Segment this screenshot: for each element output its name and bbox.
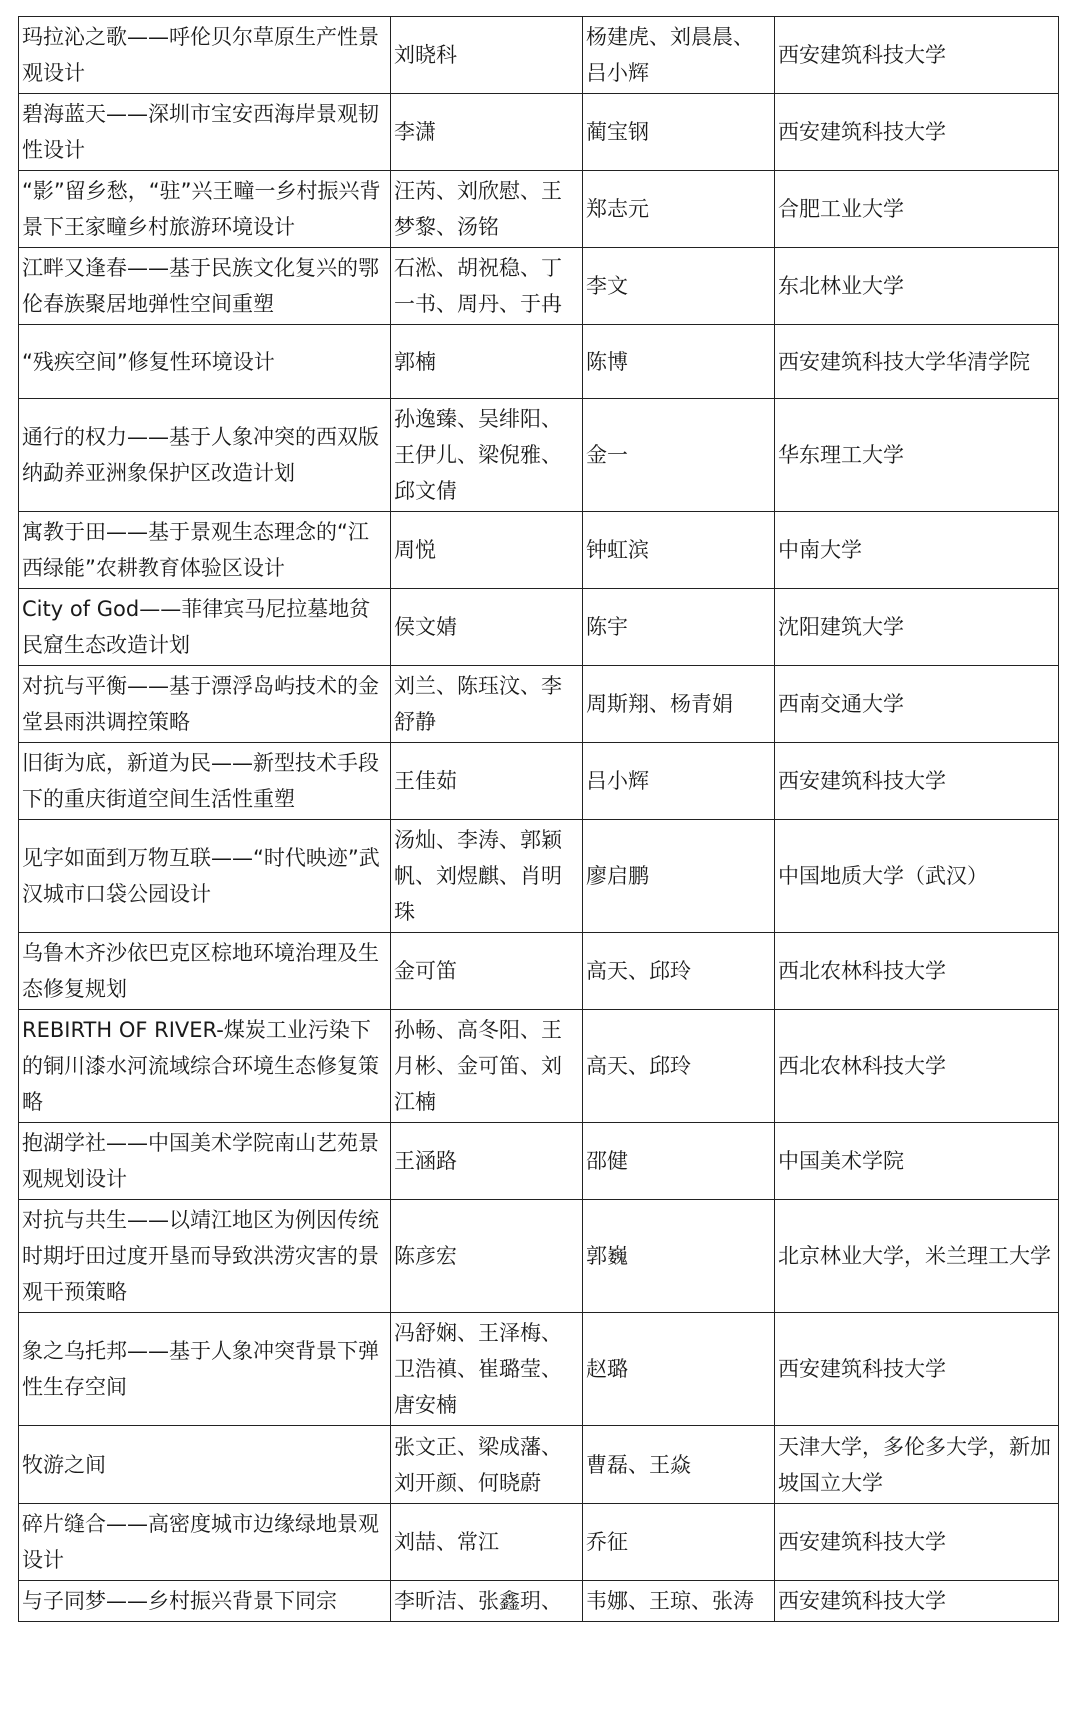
students-cell: 王涵路 bbox=[391, 1123, 583, 1200]
school-cell: 中国地质大学（武汉） bbox=[775, 820, 1059, 933]
advisors-cell: 赵璐 bbox=[583, 1313, 775, 1426]
school-cell: 东北林业大学 bbox=[775, 248, 1059, 325]
advisors-cell: 陈宇 bbox=[583, 589, 775, 666]
table-row bbox=[19, 820, 1059, 933]
students-cell: 刘喆、常江 bbox=[391, 1504, 583, 1581]
table-row bbox=[19, 1010, 1059, 1123]
project-title-cell: 江畔又逢春——基于民族文化复兴的鄂伦春族聚居地弹性空间重塑 bbox=[19, 248, 391, 325]
advisors-cell: 陈博 bbox=[583, 325, 775, 399]
advisors-cell: 高天、邱玲 bbox=[583, 1010, 775, 1123]
project-title-cell: “残疾空间”修复性环境设计 bbox=[19, 325, 391, 399]
school-cell: 西安建筑科技大学 bbox=[775, 94, 1059, 171]
project-title-cell: 碧海蓝天——深圳市宝安西海岸景观韧性设计 bbox=[19, 94, 391, 171]
students-cell: 汤灿、李涛、郭颖帆、刘煜麒、肖明珠 bbox=[391, 820, 583, 933]
table-row bbox=[19, 94, 1059, 171]
table-row bbox=[19, 1426, 1059, 1504]
students-cell: 周悦 bbox=[391, 512, 583, 589]
table-row bbox=[19, 666, 1059, 743]
advisors-cell: 金一 bbox=[583, 399, 775, 512]
table-row bbox=[19, 589, 1059, 666]
project-title-cell: REBIRTH OF RIVER-煤炭工业污染下的铜川漆水河流域综合环境生态修复策略 bbox=[19, 1010, 391, 1123]
project-title-cell: 碎片缝合——高密度城市边缘绿地景观设计 bbox=[19, 1504, 391, 1581]
advisors-cell: 曹磊、王焱 bbox=[583, 1426, 775, 1504]
project-title-cell: 对抗与共生——以靖江地区为例因传统时期圩田过度开垦而导致洪涝灾害的景观干预策略 bbox=[19, 1200, 391, 1313]
school-cell: 中国美术学院 bbox=[775, 1123, 1059, 1200]
table-row bbox=[19, 17, 1059, 94]
advisors-cell: 乔征 bbox=[583, 1504, 775, 1581]
students-cell: 石淞、胡祝稳、丁一书、周丹、于冉 bbox=[391, 248, 583, 325]
school-cell: 西安建筑科技大学 bbox=[775, 1581, 1059, 1622]
project-title-cell: 象之乌托邦——基于人象冲突背景下弹性生存空间 bbox=[19, 1313, 391, 1426]
table-row bbox=[19, 171, 1059, 248]
advisors-cell: 钟虹滨 bbox=[583, 512, 775, 589]
school-cell: 西安建筑科技大学 bbox=[775, 1504, 1059, 1581]
table-row bbox=[19, 1313, 1059, 1426]
school-cell: 西安建筑科技大学华清学院 bbox=[775, 325, 1059, 399]
project-title-cell: 见字如面到万物互联——“时代映迹”武汉城市口袋公园设计 bbox=[19, 820, 391, 933]
project-title-cell: 寓教于田——基于景观生态理念的“江西绿能”农耕教育体验区设计 bbox=[19, 512, 391, 589]
students-cell: 李昕洁、张鑫玥、 bbox=[391, 1581, 583, 1622]
advisors-cell: 韦娜、王琼、张涛 bbox=[583, 1581, 775, 1622]
school-cell: 西北农林科技大学 bbox=[775, 933, 1059, 1010]
students-cell: 张文正、梁成藩、刘开颜、何晓蔚 bbox=[391, 1426, 583, 1504]
students-cell: 孙畅、高冬阳、王月彬、金可笛、刘江楠 bbox=[391, 1010, 583, 1123]
school-cell: 天津大学，多伦多大学，新加坡国立大学 bbox=[775, 1426, 1059, 1504]
project-title-cell: 与子同梦——乡村振兴背景下同宗 bbox=[19, 1581, 391, 1622]
advisors-cell: 高天、邱玲 bbox=[583, 933, 775, 1010]
award-table bbox=[18, 16, 1059, 1622]
table-row bbox=[19, 743, 1059, 820]
students-cell: 金可笛 bbox=[391, 933, 583, 1010]
advisors-cell: 李文 bbox=[583, 248, 775, 325]
advisors-cell: 吕小辉 bbox=[583, 743, 775, 820]
students-cell: 冯舒娴、王泽梅、卫浩禛、崔璐莹、唐安楠 bbox=[391, 1313, 583, 1426]
school-cell: 中南大学 bbox=[775, 512, 1059, 589]
students-cell: 王佳茹 bbox=[391, 743, 583, 820]
students-cell: 陈彦宏 bbox=[391, 1200, 583, 1313]
advisors-cell: 邵健 bbox=[583, 1123, 775, 1200]
school-cell: 华东理工大学 bbox=[775, 399, 1059, 512]
school-cell: 西北农林科技大学 bbox=[775, 1010, 1059, 1123]
project-title-cell: City of God——菲律宾马尼拉墓地贫民窟生态改造计划 bbox=[19, 589, 391, 666]
project-title-cell: 旧街为底，新道为民——新型技术手段下的重庆街道空间生活性重塑 bbox=[19, 743, 391, 820]
table-row bbox=[19, 933, 1059, 1010]
students-cell: 孙逸臻、吴绯阳、王伊儿、梁倪雅、邱文倩 bbox=[391, 399, 583, 512]
school-cell: 西南交通大学 bbox=[775, 666, 1059, 743]
students-cell: 汪芮、刘欣慰、王梦黎、汤铭 bbox=[391, 171, 583, 248]
project-title-cell: 乌鲁木齐沙依巴克区棕地环境治理及生态修复规划 bbox=[19, 933, 391, 1010]
table-row bbox=[19, 512, 1059, 589]
students-cell: 侯文婧 bbox=[391, 589, 583, 666]
school-cell: 西安建筑科技大学 bbox=[775, 743, 1059, 820]
school-cell: 北京林业大学，米兰理工大学 bbox=[775, 1200, 1059, 1313]
project-title-cell: 对抗与平衡——基于漂浮岛屿技术的金堂县雨洪调控策略 bbox=[19, 666, 391, 743]
school-cell: 西安建筑科技大学 bbox=[775, 17, 1059, 94]
project-title-cell: 玛拉沁之歌——呼伦贝尔草原生产性景观设计 bbox=[19, 17, 391, 94]
students-cell: 刘晓科 bbox=[391, 17, 583, 94]
advisors-cell: 周斯翔、杨青娟 bbox=[583, 666, 775, 743]
students-cell: 刘兰、陈珏汶、李舒静 bbox=[391, 666, 583, 743]
table-row bbox=[19, 248, 1059, 325]
project-title-cell: 通行的权力——基于人象冲突的西双版纳勐养亚洲象保护区改造计划 bbox=[19, 399, 391, 512]
school-cell: 西安建筑科技大学 bbox=[775, 1313, 1059, 1426]
advisors-cell: 廖启鹏 bbox=[583, 820, 775, 933]
table-row bbox=[19, 325, 1059, 399]
students-cell: 郭楠 bbox=[391, 325, 583, 399]
table-row bbox=[19, 1123, 1059, 1200]
table-row bbox=[19, 1200, 1059, 1313]
school-cell: 合肥工业大学 bbox=[775, 171, 1059, 248]
table-row bbox=[19, 399, 1059, 512]
students-cell: 李潇 bbox=[391, 94, 583, 171]
project-title-cell: 抱湖学社——中国美术学院南山艺苑景观规划设计 bbox=[19, 1123, 391, 1200]
project-title-cell: 牧游之间 bbox=[19, 1426, 391, 1504]
advisors-cell: 杨建虎、刘晨晨、吕小辉 bbox=[583, 17, 775, 94]
project-title-cell: “影”留乡愁，“驻”兴王疃一乡村振兴背景下王家疃乡村旅游环境设计 bbox=[19, 171, 391, 248]
table-row bbox=[19, 1581, 1059, 1622]
school-cell: 沈阳建筑大学 bbox=[775, 589, 1059, 666]
advisors-cell: 郭巍 bbox=[583, 1200, 775, 1313]
table-row bbox=[19, 1504, 1059, 1581]
advisors-cell: 郑志元 bbox=[583, 171, 775, 248]
advisors-cell: 蔺宝钢 bbox=[583, 94, 775, 171]
